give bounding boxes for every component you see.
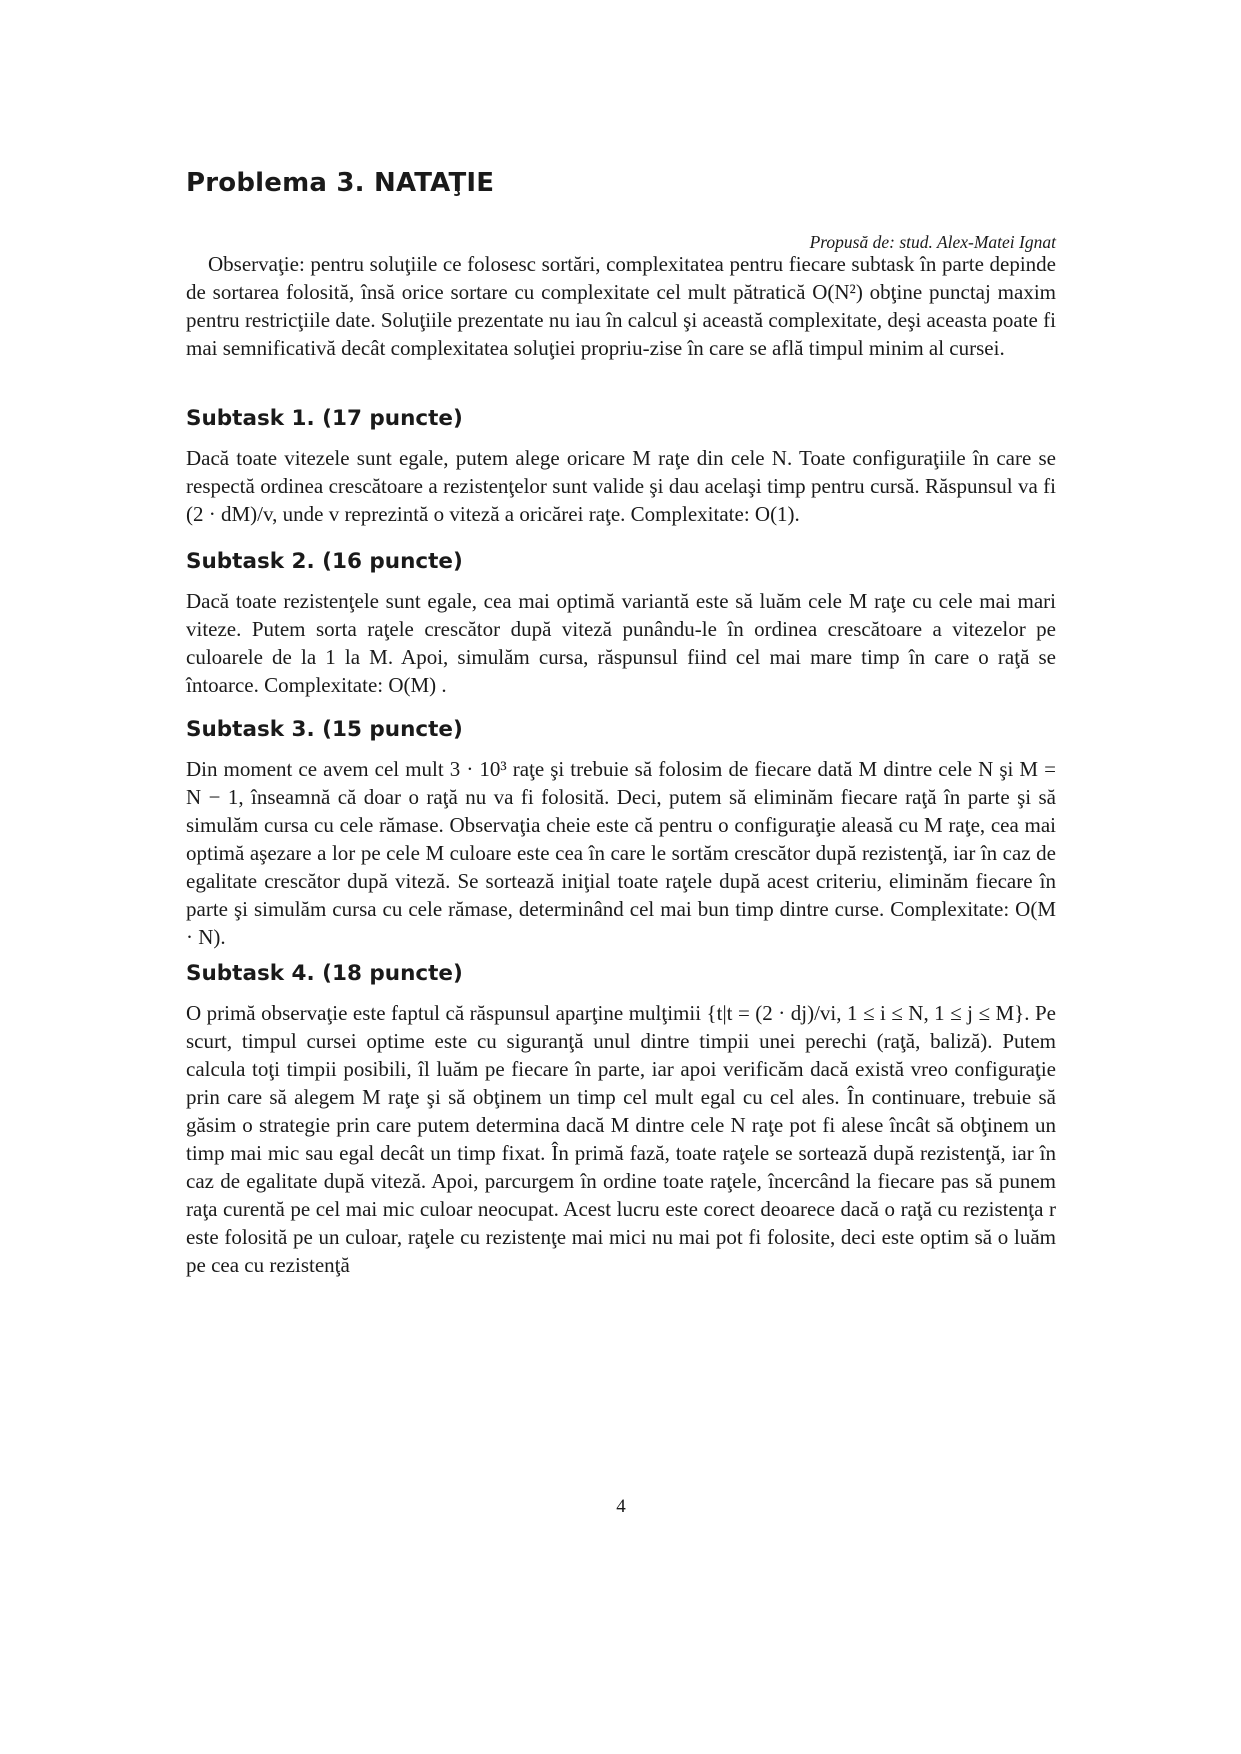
page-number: 4 <box>616 1496 626 1517</box>
subtask-1-heading: Subtask 1. (17 puncte) <box>186 406 463 431</box>
problem-title: Problema 3. NATAŢIE <box>186 168 495 198</box>
author-line: Propusă de: stud. Alex-Matei Ignat <box>809 232 1056 252</box>
observation-paragraph: Observaţie: pentru soluţiile ce folosesc sortări, complexitatea pentru fiecare subtask în parte depinde de sortarea folosită, însă orice sortare cu complexitate cel mult pătratică O(N²) obţine punctaj maxim pentru restricţiile date. Soluţiile prezentate nu iau în calcul şi această complexitate, deşi aceasta poate fi mai semnificativă decât complexitatea soluţiei propriu-zise în care se află timpul minim al cursei. <box>186 252 1056 360</box>
subtask-2-heading: Subtask 2. (16 puncte) <box>186 549 463 574</box>
subtask-4-heading: Subtask 4. (18 puncte) <box>186 961 463 986</box>
subtask-2-text: Dacă toate rezistenţele sunt egale, cea mai optimă variantă este să luăm cele M raţe cu cele mai mari viteze. Putem sorta raţele crescător după viteză punându-le în ordinea crescătoare a vitezelor pe culoarele de la 1 la M. Apoi, simulăm cursa, răspunsul fiind cel mai mare timp în care o raţă se întoarce. Complexitate: O(M) . <box>186 589 1056 697</box>
subtask-4-text: O primă observaţie este faptul că răspunsul aparţine mulţimii {t|t = (2 · dj)/vi, 1 ≤ i ≤ N, 1 ≤ j ≤ M}. Pe scurt, timpul cursei optime este cu siguranţă unul dintre timpii unei perechi (raţă, baliză). Putem calcula toţi timpii posibili, îl luăm pe fiecare în parte, iar apoi verificăm dacă există vreo configuraţie prin care să alegem M raţe şi să obţinem un timp cel mult egal cu cel ales. În continuare, trebuie să găsim o strategie prin care putem determina dacă M dintre cele N raţe pot fi alese încât să obţinem un timp mai mic sau egal decât un timp fixat. În primă fază, toate raţele se sortează după rezistenţă, iar în caz de egalitate după viteză. Apoi, parcurgem în ordine toate raţele, încercând la fiecare pas să punem raţa curentă pe cel mai mic culoar neocupat. Acest lucru este corect deoarece dacă o raţă cu rezistenţa r este folosită pe un culoar, raţele cu rezistenţe mai mici nu mai pot fi folosite, deci este optim să o luăm pe cea cu rezistenţă <box>186 1001 1056 1277</box>
subtask-3-heading: Subtask 3. (15 puncte) <box>186 717 463 742</box>
subtask-1-text: Dacă toate vitezele sunt egale, putem alege oricare M raţe din cele N. Toate configuraţiile în care se respectă ordinea crescătoare a rezistenţelor sunt valide şi dau acelaşi timp pentru cursă. Răspunsul va fi (2 · dM)/v, unde v reprezintă o viteză a oricărei raţe. Complexitate: O(1). <box>186 446 1056 526</box>
subtask-3-text: Din moment ce avem cel mult 3 · 10³ raţe şi trebuie să folosim de fiecare dată M dintre cele N şi M = N − 1, înseamnă că doar o raţă nu va fi folosită. Deci, putem să eliminăm fiecare raţă în parte şi să simulăm cursa cu cele rămase. Observaţia cheie este că pentru o configuraţie aleasă cu M raţe, cea mai optimă aşezare a lor pe cele M culoare este cea în care le sortăm crescător după rezistenţă, iar în caz de egalitate crescător după viteză. Se sortează iniţial toate raţele după acest criteriu, eliminăm fiecare în parte şi simulăm cursa cu cele rămase, determinând cel mai bun timp dintre curse. Complexitate: O(M · N). <box>186 757 1056 949</box>
